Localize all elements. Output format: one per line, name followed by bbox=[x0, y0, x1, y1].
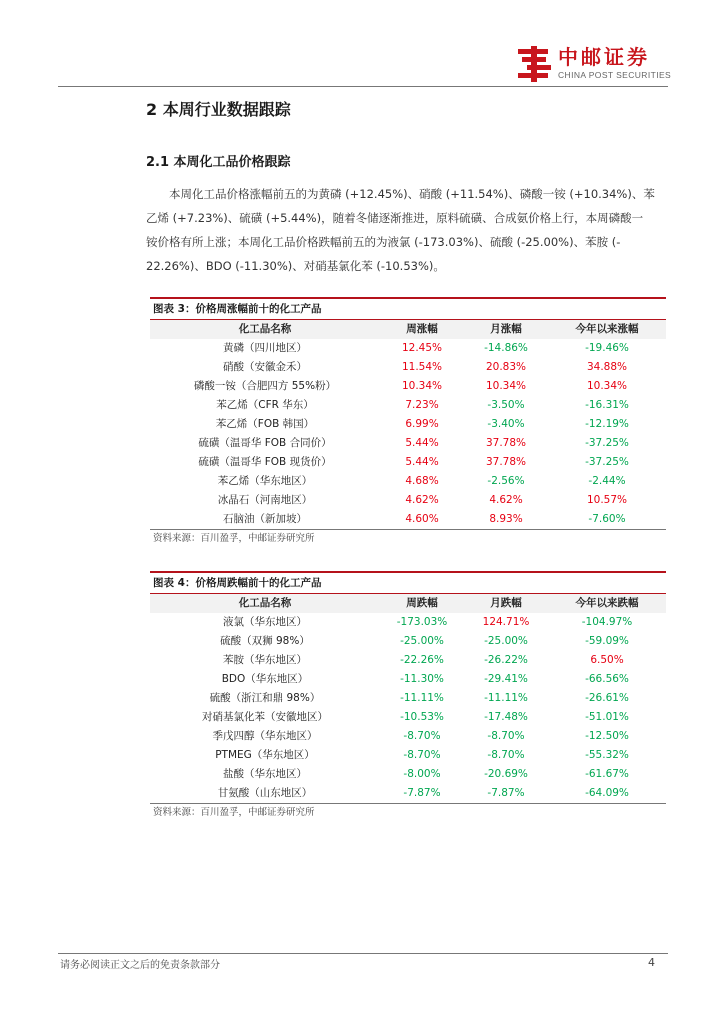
company-logo bbox=[514, 44, 670, 84]
monthly-change-cell: -25.00% bbox=[484, 635, 528, 647]
footer-disclaimer: 请务必阅读正文之后的免责条款部分 bbox=[60, 960, 220, 971]
price-fall-table bbox=[150, 571, 666, 822]
monthly-change-cell: -29.41% bbox=[484, 673, 528, 685]
paragraph-line: 本周化工品价格涨幅前五的为黄磷 (+12.45%)、硝酸 (+11.54%)、磷酸一铵 (+10.34%)、苯 bbox=[169, 187, 655, 201]
weekly-change-cell: -11.30% bbox=[400, 673, 444, 685]
weekly-change-cell: 10.34% bbox=[401, 380, 443, 392]
product-name-cell: 硫磺（温哥华 FOB 现货价） bbox=[198, 456, 332, 468]
product-name-cell: BDO（华东地区） bbox=[221, 673, 309, 685]
section-heading: 2 本周行业数据跟踪 bbox=[146, 100, 291, 119]
weekly-change-cell: 5.44% bbox=[405, 456, 439, 468]
table-row bbox=[150, 613, 666, 632]
ytd-change-cell: -51.01% bbox=[585, 711, 629, 723]
weekly-change-cell: 11.54% bbox=[401, 361, 443, 373]
ytd-change-cell: -37.25% bbox=[585, 437, 629, 449]
ytd-change-cell: 10.57% bbox=[586, 494, 628, 506]
price-rise-table bbox=[150, 297, 666, 548]
weekly-change-cell: 6.99% bbox=[405, 418, 439, 430]
ytd-change-cell: -7.60% bbox=[588, 513, 626, 525]
header-weekly-change: 周涨幅 bbox=[406, 323, 438, 335]
table-row bbox=[150, 708, 666, 727]
header-monthly-change: 月涨幅 bbox=[490, 323, 522, 335]
product-name-cell: 磷酸一铵（合肥四方 55%粉） bbox=[193, 380, 337, 392]
product-name-cell: 硫酸（浙江和鼎 98%） bbox=[209, 692, 321, 704]
table-header-row bbox=[150, 320, 666, 339]
product-name-cell: 硫磺（温哥华 FOB 合同价） bbox=[198, 437, 332, 449]
ytd-change-cell: -64.09% bbox=[585, 787, 629, 799]
weekly-change-cell: -22.26% bbox=[400, 654, 444, 666]
paragraph-line: 铵价格有所上涨；本周化工品价格跌幅前五的为液氯 (-173.03%)、硫酸 (-25.00%)、苯胺 (- bbox=[146, 235, 621, 249]
table-row bbox=[150, 491, 666, 510]
monthly-change-cell: 20.83% bbox=[485, 361, 527, 373]
weekly-change-cell: -8.00% bbox=[403, 768, 441, 780]
logo-english-text: CHINA POST SECURITIES bbox=[558, 70, 672, 80]
table-source-note: 资料来源：百川盈孚，中邮证券研究所 bbox=[153, 807, 315, 818]
paragraph-line: 22.26%)、BDO (-11.30%)、对硝基氯化苯 (-10.53%)。 bbox=[146, 259, 445, 273]
footer-divider bbox=[58, 953, 668, 954]
weekly-change-cell: -7.87% bbox=[403, 787, 441, 799]
paragraph-line: 乙烯 (+7.23%)、硫磺 (+5.44%)，随着冬储逐渐推进，原料硫磺、合成氨价格上行，本周磷酸一 bbox=[146, 211, 644, 225]
table-row bbox=[150, 632, 666, 651]
header-ytd-change: 今年以来跌幅 bbox=[575, 597, 639, 609]
monthly-change-cell: 8.93% bbox=[489, 513, 523, 525]
monthly-change-cell: -2.56% bbox=[487, 475, 525, 487]
ytd-change-cell: -59.09% bbox=[585, 635, 629, 647]
table-row bbox=[150, 651, 666, 670]
ytd-change-cell: -16.31% bbox=[585, 399, 629, 411]
table-source-note: 资料来源：百川盈孚，中邮证券研究所 bbox=[153, 533, 315, 544]
weekly-change-cell: 4.62% bbox=[405, 494, 439, 506]
weekly-change-cell: 4.68% bbox=[405, 475, 439, 487]
ytd-change-cell: -37.25% bbox=[585, 456, 629, 468]
logo-chinese-text: 中邮证券 bbox=[558, 45, 650, 69]
monthly-change-cell: -14.86% bbox=[484, 342, 528, 354]
product-name-cell: 盐酸（华东地区） bbox=[223, 768, 307, 780]
ytd-change-cell: -55.32% bbox=[585, 749, 629, 761]
table-body bbox=[150, 613, 666, 803]
header-weekly-change: 周跌幅 bbox=[406, 597, 438, 609]
monthly-change-cell: -7.87% bbox=[487, 787, 525, 799]
table-row bbox=[150, 434, 666, 453]
product-name-cell: 对硝基氯化苯（安徽地区） bbox=[202, 711, 328, 723]
table-row bbox=[150, 510, 666, 529]
table-title: 图表 3：价格周涨幅前十的化工产品 bbox=[153, 303, 322, 315]
ytd-change-cell: -61.67% bbox=[585, 768, 629, 780]
header-product-name: 化工品名称 bbox=[238, 597, 292, 609]
header-product-name: 化工品名称 bbox=[238, 323, 292, 335]
table-row bbox=[150, 689, 666, 708]
table-header-row bbox=[150, 594, 666, 613]
table-row bbox=[150, 396, 666, 415]
monthly-change-cell: 4.62% bbox=[489, 494, 523, 506]
table-row bbox=[150, 727, 666, 746]
monthly-change-cell: 37.78% bbox=[485, 456, 527, 468]
product-name-cell: 甘氨酸（山东地区） bbox=[217, 787, 313, 799]
weekly-change-cell: -11.11% bbox=[400, 692, 444, 704]
table-row bbox=[150, 453, 666, 472]
weekly-change-cell: 12.45% bbox=[401, 342, 443, 354]
table-title: 图表 4：价格周跌幅前十的化工产品 bbox=[153, 577, 322, 589]
table-row bbox=[150, 339, 666, 358]
ytd-change-cell: -104.97% bbox=[581, 616, 633, 628]
monthly-change-cell: 37.78% bbox=[485, 437, 527, 449]
weekly-change-cell: -8.70% bbox=[403, 730, 441, 742]
ytd-change-cell: 34.88% bbox=[586, 361, 628, 373]
weekly-change-cell: -8.70% bbox=[403, 749, 441, 761]
header-divider bbox=[58, 86, 668, 87]
subsection-heading: 2.1 本周化工品价格跟踪 bbox=[146, 155, 291, 170]
table-body bbox=[150, 339, 666, 529]
summary-paragraph bbox=[146, 182, 666, 278]
product-name-cell: 硝酸（安徽金禾） bbox=[223, 361, 307, 373]
monthly-change-cell: -20.69% bbox=[484, 768, 528, 780]
table-row bbox=[150, 472, 666, 491]
table-row bbox=[150, 784, 666, 803]
ytd-change-cell: 6.50% bbox=[590, 654, 624, 666]
page-number: 4 bbox=[648, 956, 655, 969]
product-name-cell: 苯胺（华东地区） bbox=[223, 654, 307, 666]
weekly-change-cell: -10.53% bbox=[400, 711, 444, 723]
weekly-change-cell: 7.23% bbox=[405, 399, 439, 411]
monthly-change-cell: -3.50% bbox=[487, 399, 525, 411]
ytd-change-cell: -12.19% bbox=[585, 418, 629, 430]
table-row bbox=[150, 670, 666, 689]
table-row bbox=[150, 377, 666, 396]
monthly-change-cell: 10.34% bbox=[485, 380, 527, 392]
weekly-change-cell: 5.44% bbox=[405, 437, 439, 449]
china-post-logo-icon bbox=[514, 44, 554, 84]
ytd-change-cell: 10.34% bbox=[586, 380, 628, 392]
ytd-change-cell: -66.56% bbox=[585, 673, 629, 685]
product-name-cell: 季戊四醇（华东地区） bbox=[212, 730, 318, 742]
monthly-change-cell: 124.71% bbox=[482, 616, 530, 628]
ytd-change-cell: -26.61% bbox=[585, 692, 629, 704]
ytd-change-cell: -2.44% bbox=[588, 475, 626, 487]
weekly-change-cell: 4.60% bbox=[405, 513, 439, 525]
table-row bbox=[150, 358, 666, 377]
monthly-change-cell: -3.40% bbox=[487, 418, 525, 430]
table-row bbox=[150, 746, 666, 765]
monthly-change-cell: -8.70% bbox=[487, 730, 525, 742]
header-ytd-change: 今年以来涨幅 bbox=[575, 323, 639, 335]
weekly-change-cell: -173.03% bbox=[396, 616, 448, 628]
product-name-cell: 液氯（华东地区） bbox=[223, 616, 307, 628]
product-name-cell: PTMEG（华东地区） bbox=[215, 749, 315, 761]
monthly-change-cell: -11.11% bbox=[484, 692, 528, 704]
table-row bbox=[150, 765, 666, 784]
ytd-change-cell: -12.50% bbox=[585, 730, 629, 742]
product-name-cell: 硫酸（双狮 98%） bbox=[220, 635, 310, 647]
table-row bbox=[150, 415, 666, 434]
product-name-cell: 苯乙烯（FOB 韩国） bbox=[215, 418, 315, 430]
monthly-change-cell: -17.48% bbox=[484, 711, 528, 723]
product-name-cell: 冰晶石（河南地区） bbox=[217, 494, 313, 506]
product-name-cell: 苯乙烯（CFR 华东） bbox=[216, 399, 314, 411]
monthly-change-cell: -26.22% bbox=[484, 654, 528, 666]
product-name-cell: 黄磷（四川地区） bbox=[223, 342, 307, 354]
monthly-change-cell: -8.70% bbox=[487, 749, 525, 761]
header-monthly-change: 月跌幅 bbox=[490, 597, 522, 609]
ytd-change-cell: -19.46% bbox=[585, 342, 629, 354]
product-name-cell: 苯乙烯（华东地区） bbox=[217, 475, 313, 487]
weekly-change-cell: -25.00% bbox=[400, 635, 444, 647]
product-name-cell: 石脑油（新加坡） bbox=[223, 513, 307, 525]
